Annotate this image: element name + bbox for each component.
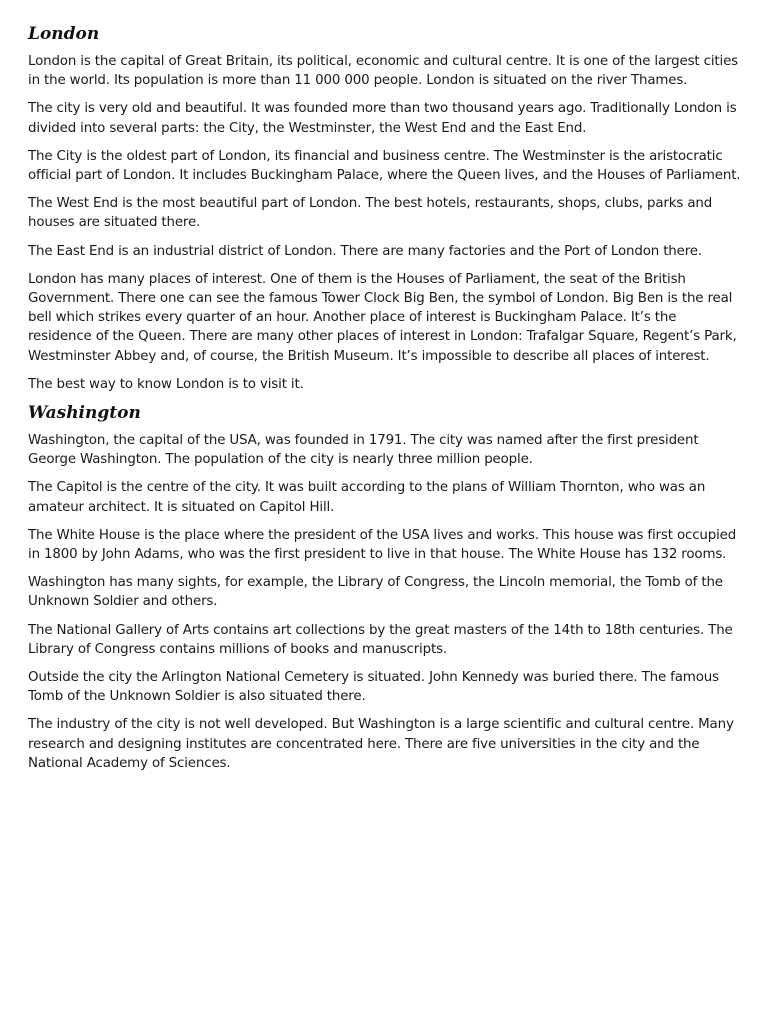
paragraph: London is the capital of Great Britain, its political, economic and cultural centre. It is one of the largest cities in the world. Its population is more than 11 000 000 people. London is situated on the river Thames.: [28, 54, 739, 89]
paragraph: The industry of the city is not well developed. But Washington is a large scientific and cultural centre. Many research and designing institutes are concentrated here. There are five universities in the city and the National Academy of Sciences.: [28, 717, 734, 771]
paragraph: London has many places of interest. One of them is the Houses of Parliament, the seat of the British Government. There one can see the famous Tower Clock Big Ben, the symbol of London. Big Ben is the real bell which strikes every quarter of an hour. Another place of interest is Buckingham Palace. It’s the residence of the Queen. There are many other places of interest in London: Trafalgar Square, Regent’s Park, Westminster Abbey and, of course, the British Museum. It’s impossible to describe all places of interest.: [28, 271, 737, 364]
paragraph: The West End is the most beautiful part of London. The best hotels, restaurants, shops, clubs, parks and houses are situated there.: [28, 196, 713, 231]
section-london: [28, 22, 744, 394]
paragraph: The best way to know London is to visit it.: [28, 376, 304, 392]
section-title-washington: Washington: [28, 403, 141, 424]
section-washington: [28, 401, 744, 773]
paragraph: The East End is an industrial district of London. There are many factories and the Port of London there.: [28, 243, 702, 259]
section-title-london: London: [28, 24, 100, 44]
document-page: [28, 22, 744, 782]
paragraph: Washington has many sights, for example, the Library of Congress, the Lincoln memorial, the Tomb of the Unknown Soldier and others.: [28, 575, 723, 610]
paragraph: The White House is the place where the president of the USA lives and works. This house was first occupied in 1800 by John Adams, who was the first president to live in that house. The White House has 132 rooms.: [28, 527, 737, 563]
paragraph: The National Gallery of Arts contains art collections by the great masters of the 14th to 18th centuries. The Library of Congress contains millions of books and manuscripts.: [28, 622, 733, 657]
paragraph: Outside the city the Arlington National Cemetery is situated. John Kennedy was buried there. The famous Tomb of the Unknown Soldier is also situated there.: [28, 670, 719, 705]
paragraph: The Capitol is the centre of the city. It was built according to the plans of William Thornton, who was an amateur architect. It is situated on Capitol Hill.: [28, 480, 706, 515]
paragraph: Washington, the capital of the USA, was founded in 1791. The city was named after the first president George Washington. The population of the city is nearly three million people.: [28, 433, 699, 468]
paragraph: The City is the oldest part of London, its financial and business centre. The Westminster is the aristocratic official part of London. It includes Buckingham Palace, where the Queen lives, and the Houses of Parliament.: [28, 148, 741, 184]
paragraph: The city is very old and beautiful. It was founded more than two thousand years ago. Traditionally London is divided into several parts: the City, the Westminster, the West End and the East End.: [28, 101, 737, 136]
